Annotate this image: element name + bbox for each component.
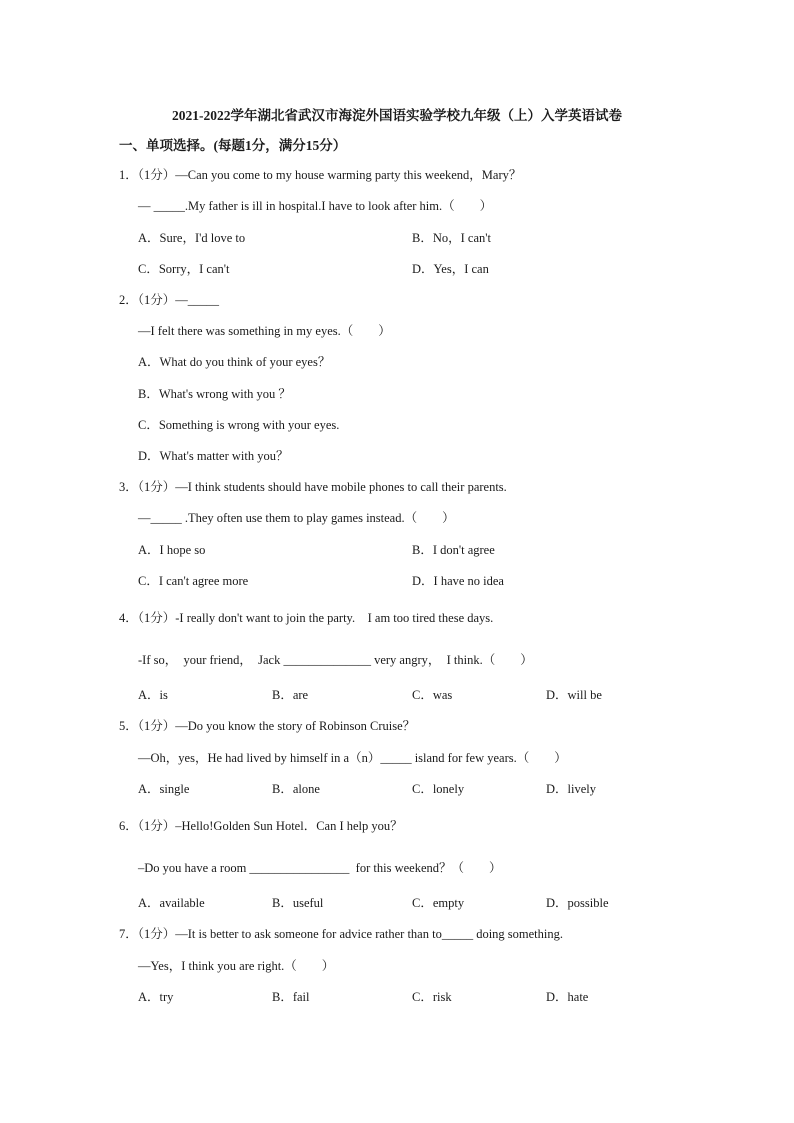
question-2-option-c[interactable]: C．Something is wrong with your eyes. — [138, 418, 340, 432]
question-5-stem: 5．（1分）—Do you know the story of Robinson Cruise？ — [119, 719, 416, 733]
question-1-stem: 1．（1分）—Can you come to my house warming party this weekend，Mary？ — [119, 168, 522, 182]
question-6-option-d[interactable]: D．possible — [546, 896, 609, 910]
question-6-option-a[interactable]: A．available — [138, 896, 205, 910]
question-5-option-c[interactable]: C．lonely — [412, 782, 465, 796]
question-6-option-b[interactable]: B．useful — [272, 896, 324, 910]
question-5-line2: —Oh，yes，He had lived by himself in a（n）_____ island for few years.（ ） — [138, 751, 567, 765]
exam-title: 2021-2022学年湖北省武汉市海淀外国语实验学校九年级（上）入学英语试卷 — [172, 108, 622, 123]
question-7-line2: —Yes，I think you are right.（ ） — [138, 959, 335, 973]
question-7-option-b[interactable]: B．fail — [272, 990, 310, 1004]
question-7-option-a[interactable]: A．try — [138, 990, 174, 1004]
question-1-option-c[interactable]: C．Sorry，I can't — [138, 262, 230, 276]
question-5-option-b[interactable]: B．alone — [272, 782, 320, 796]
question-3-line2: —_____ .They often use them to play games instead.（ ） — [138, 511, 455, 525]
question-6-line2: –Do you have a room ________________ for this weekend？（ ） — [138, 861, 502, 875]
question-3-option-a[interactable]: A．I hope so — [138, 543, 206, 557]
question-2-stem: 2．（1分）—_____ — [119, 293, 220, 307]
question-2-option-d[interactable]: D．What's matter with you？ — [138, 449, 289, 463]
question-4-option-c[interactable]: C．was — [412, 688, 453, 702]
question-4-line2: -If so， your friend， Jack ______________ very angry， I think.（ ） — [138, 653, 533, 667]
question-2-option-b[interactable]: B．What's wrong with you ？ — [138, 387, 291, 401]
question-1-option-d[interactable]: D．Yes，I can — [412, 262, 489, 276]
question-1-line2: — _____.My father is ill in hospital.I have to look after him.（ ） — [138, 199, 493, 213]
question-2-line2: —I felt there was something in my eyes.（ ） — [138, 324, 391, 338]
question-4-option-d[interactable]: D．will be — [546, 688, 602, 702]
question-3-option-b[interactable]: B．I don't agree — [412, 543, 495, 557]
question-1-option-b[interactable]: B．No，I can't — [412, 231, 491, 245]
question-3-stem: 3．（1分）—I think students should have mobile phones to call their parents. — [119, 480, 507, 494]
question-7-stem: 7．（1分）—It is better to ask someone for advice rather than to_____ doing something. — [119, 927, 564, 941]
question-4-option-a[interactable]: A．is — [138, 688, 168, 702]
question-4-stem: 4．（1分）-I really don't want to join the party. I am too tired these days. — [119, 611, 494, 625]
question-5-option-a[interactable]: A．single — [138, 782, 190, 796]
question-7-option-c[interactable]: C．risk — [412, 990, 452, 1004]
question-4-option-b[interactable]: B．are — [272, 688, 309, 702]
question-3-option-c[interactable]: C．I can't agree more — [138, 574, 249, 588]
question-6-option-c[interactable]: C．empty — [412, 896, 465, 910]
question-7-option-d[interactable]: D．hate — [546, 990, 589, 1004]
question-2-option-a[interactable]: A．What do you think of your eyes？ — [138, 355, 331, 369]
question-6-stem: 6．（1分）–Hello!Golden Sun Hotel．Can I help you？ — [119, 819, 403, 833]
question-5-option-d[interactable]: D．lively — [546, 782, 596, 796]
question-1-option-a[interactable]: A．Sure，I'd love to — [138, 231, 246, 245]
question-3-option-d[interactable]: D．I have no idea — [412, 574, 504, 588]
section-heading: 一、单项选择。(每题1分，满分15分） — [119, 138, 347, 153]
